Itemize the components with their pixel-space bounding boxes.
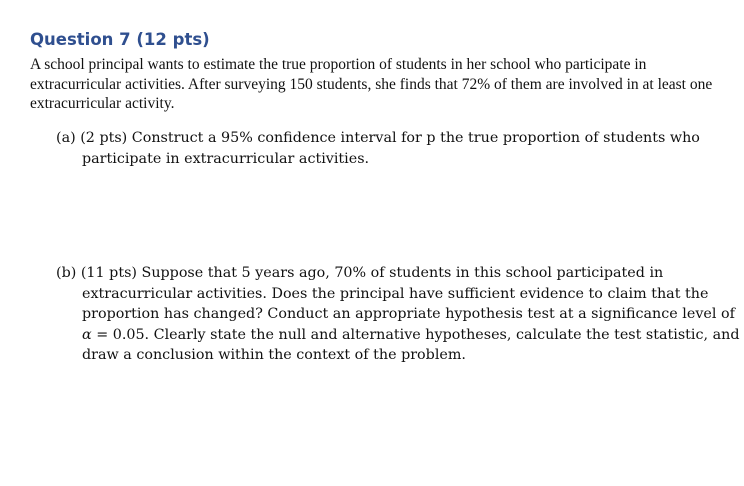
part-b-text-after-alpha: = 0.05. Clearly state the null and alternative hypotheses, calculate the test statistic, and draw a conclusion within the context of the problem. (82, 326, 740, 363)
alpha-symbol: α (82, 326, 92, 343)
part-a-text: (a) (2 pts) Construct a 95% confidence interval for p the true proportion of students who participate in extracurricular activities. (56, 130, 700, 167)
question-stem: A school principal wants to estimate the true proportion of students in her school who participate in extracurricular activities. After surveying 150 students, she finds that 72% of them are involved in at least one extracurricular activity. (30, 56, 713, 112)
part-b-text-before-alpha: (b) (11 pts) Suppose that 5 years ago, 70% of students in this school participated in extracurricular activities. Does the principal have sufficient evidence to claim that the proportion has changed? Conduct an appropriate hypothesis test at a significance level of (56, 265, 735, 322)
question-title: Question 7 (12 pts) (30, 30, 210, 49)
part-b-text (56, 263, 742, 366)
